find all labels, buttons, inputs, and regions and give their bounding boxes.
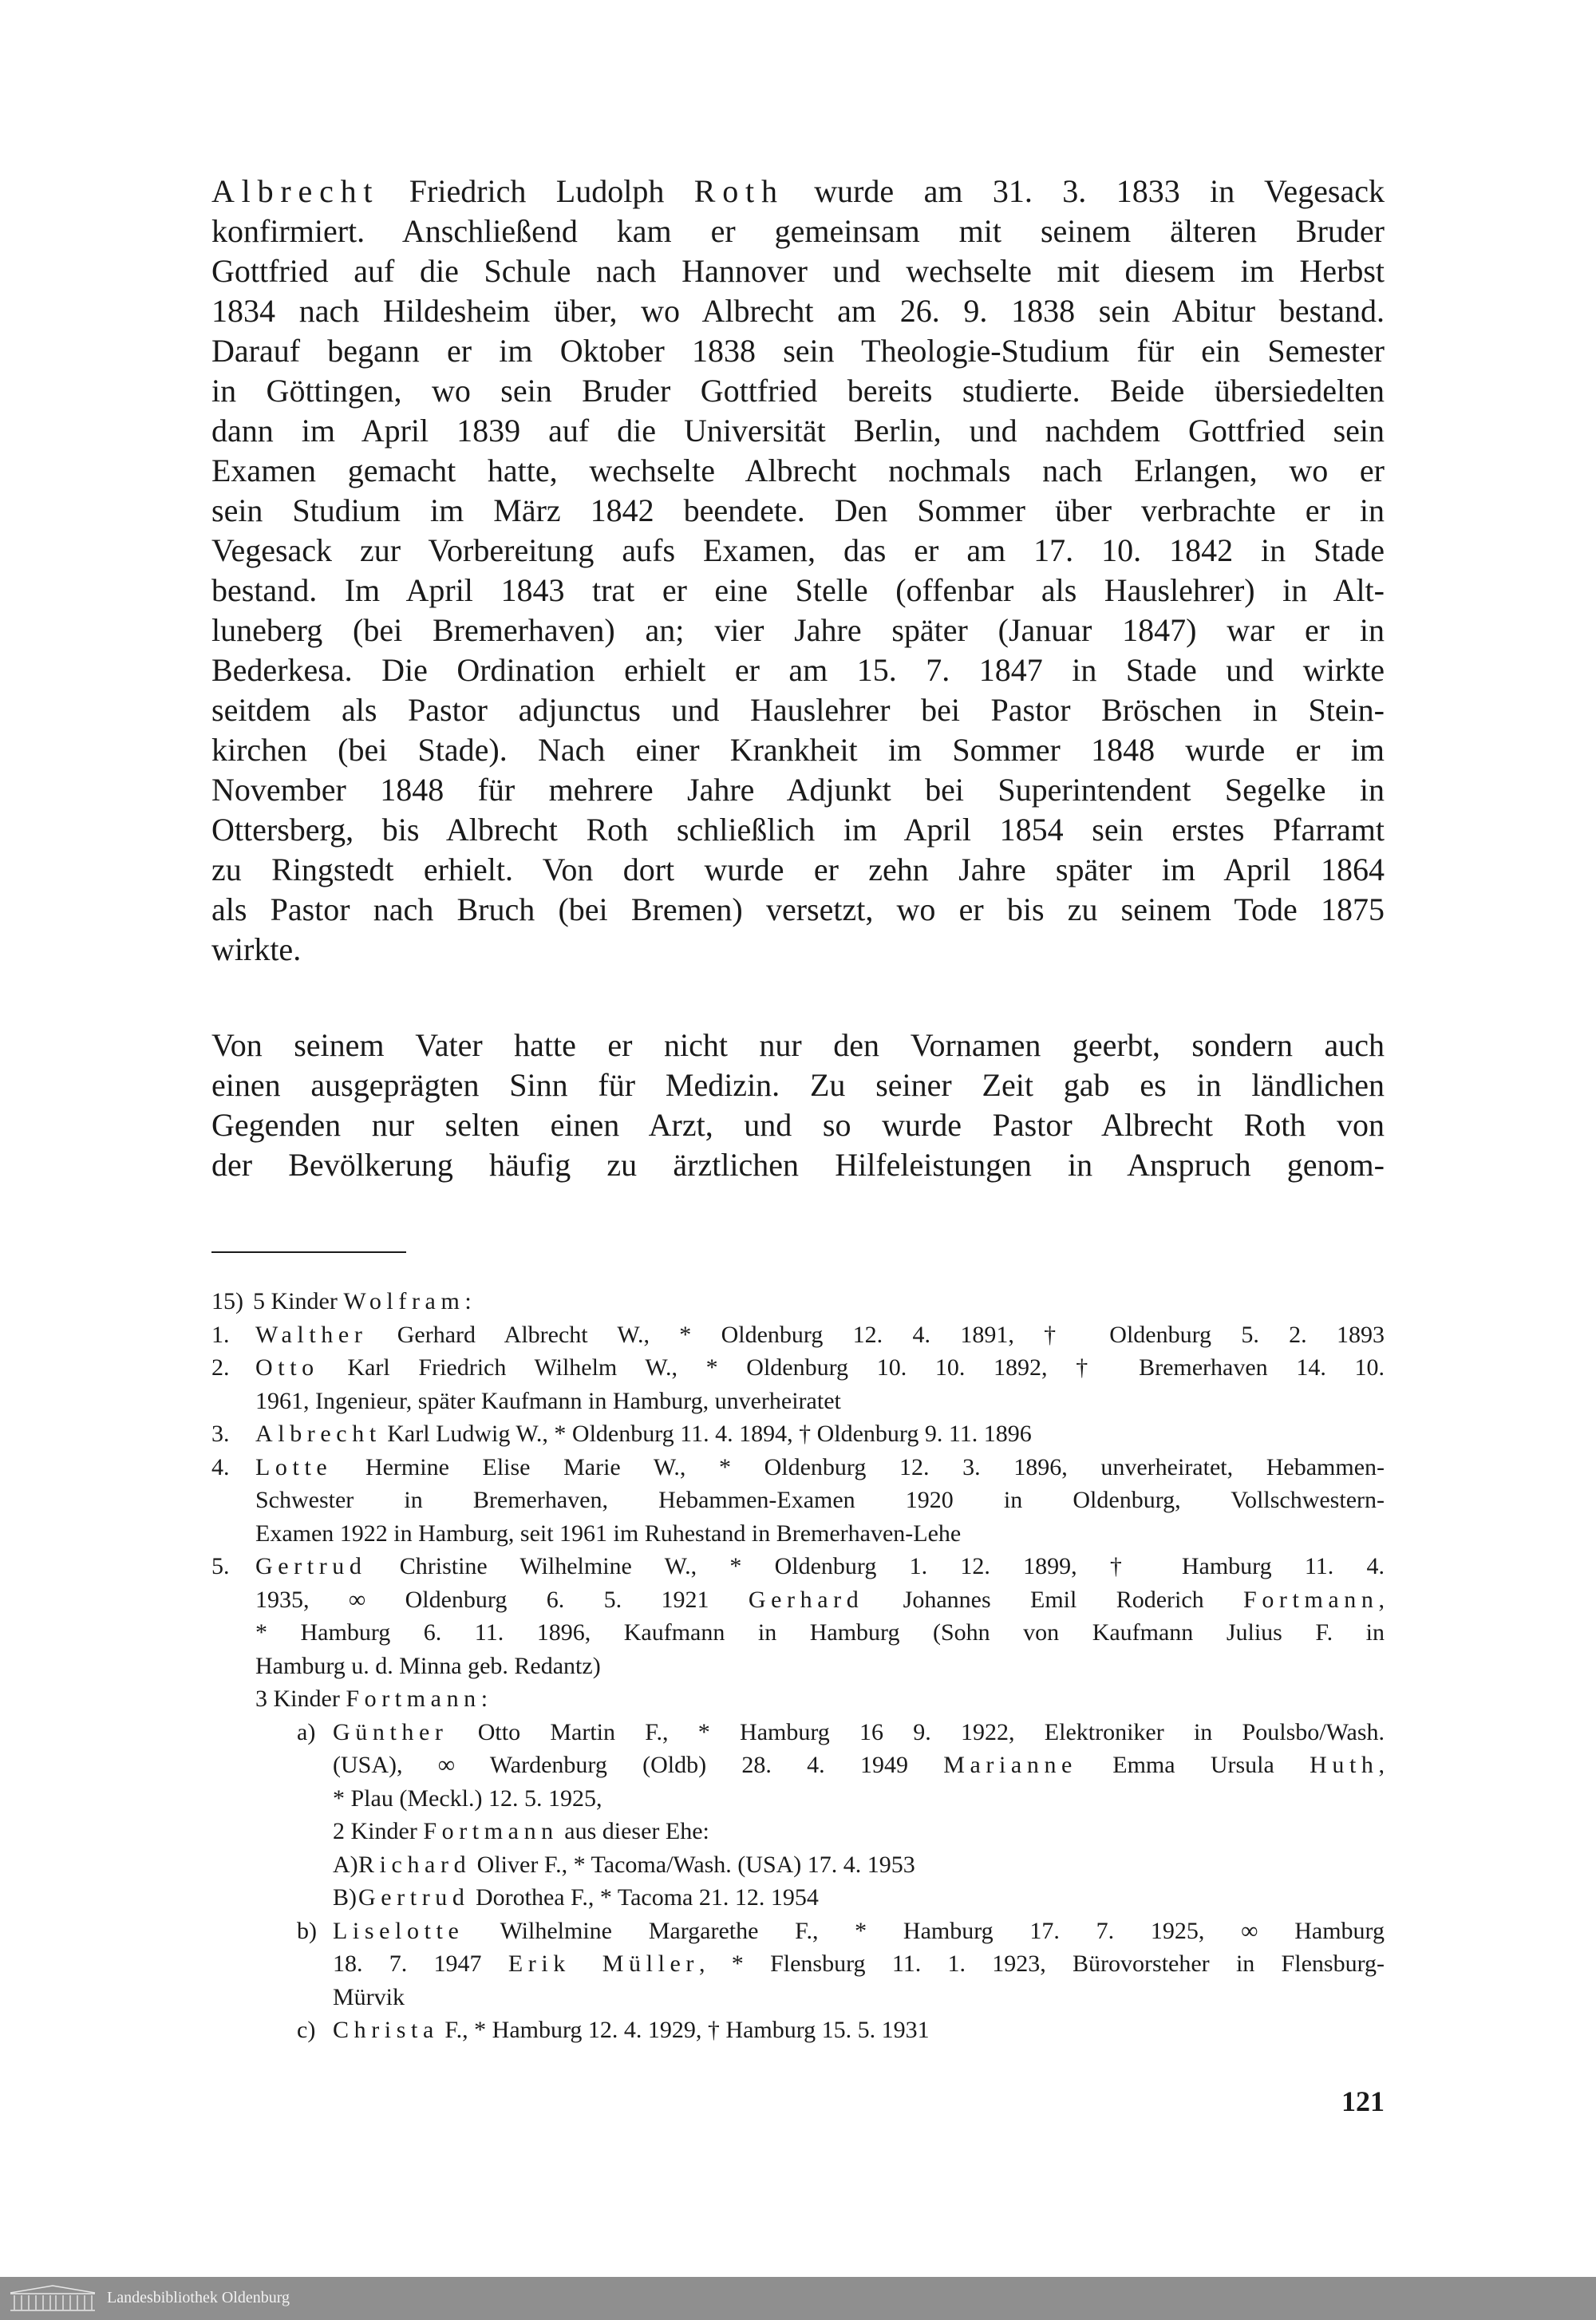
text-line: konfirmiert. Anschließend kam er gemeinsam mit seinem älteren Bruder [211, 213, 1385, 249]
footnote-line [211, 1484, 1385, 1517]
footnote-line [211, 1417, 1385, 1451]
footnote-line [211, 1285, 1385, 1318]
text-line: Von seinem Vater hatte er nicht nur den Vornamen geerbt, sondern auch [211, 1027, 1385, 1063]
footnote-text: 2 Kinder [333, 1818, 424, 1844]
footnote-line [211, 1815, 1385, 1848]
footnote-line [211, 1881, 1385, 1915]
text-line: Darauf begann er im Oktober 1838 sein Theologie-Studium für ein Semester [211, 333, 1385, 369]
footnote-line [211, 1782, 1385, 1816]
footnote-marker: 2. [211, 1354, 230, 1381]
footnote-text: 1935, ∞ Oldenburg 6. 5. 1921 [255, 1586, 749, 1613]
footnote-text: 18. 7. 1947 [333, 1950, 508, 1977]
spaced-name: Albrecht [255, 1421, 381, 1447]
footnote-text: , * Flensburg 11. 1. 1923, Bürovorsteher in Flensburg- [699, 1950, 1385, 1977]
footnote-text: aus dieser Ehe: [558, 1818, 709, 1844]
footnote-line [211, 1981, 1385, 2014]
spaced-name: Marianne [943, 1752, 1077, 1778]
footnote-line [211, 1848, 1385, 1882]
footnote-marker: c) [297, 2017, 316, 2043]
footnote-text: * Plau (Meckl.) 12. 5. 1925, [333, 1784, 602, 1812]
footnote-marker: a) [297, 1718, 316, 1745]
footnote-line [211, 1947, 1385, 1981]
footnote-line [211, 1616, 1385, 1650]
text-line: Examen gemacht hatte, wechselte Albrecht nochmals nach Erlangen, wo er [211, 453, 1385, 488]
text-line: Gegenden nur selten einen Arzt, und so wurde Pastor Albrecht Roth von [211, 1107, 1385, 1143]
spaced-name: Gertrud [358, 1884, 470, 1911]
spaced-name: Fortmann [423, 1818, 559, 1844]
footnote-text: Schwester in Bremerhaven, Hebammen-Examen 1920 in Oldenburg, Vollschwestern- [255, 1487, 1385, 1513]
page-number: 121 [1341, 2085, 1385, 2117]
footnote-text: , [1378, 1752, 1385, 1778]
text-line: Gottfried auf die Schule nach Hannover und wechselte mit diesem im Herbst [211, 253, 1385, 289]
library-building-icon [8, 2283, 97, 2314]
footnote-marker: A) [333, 1851, 358, 1878]
text-line: bestand. Im April 1843 trat er eine Stelle (offenbar als Hauslehrer) in Alt- [211, 572, 1385, 608]
footnote-text: Christine Wilhelmine W., * Oldenburg 1. 12. 1899, † Hamburg 11. 4. [366, 1553, 1385, 1579]
footnote-text: Mürvik [333, 1983, 405, 2010]
text-line: der Bevölkerung häufig zu ärztlichen Hilfeleistungen in Anspruch genom- [211, 1147, 1385, 1183]
footnote-text: * Hamburg 6. 11. 1896, Kaufmann in Hamburg (Sohn von Kaufmann Julius F. in [255, 1619, 1385, 1646]
text-line: Vegesack zur Vorbereitung aufs Examen, das er am 17. 10. 1842 in Stade [211, 532, 1385, 568]
footnote-marker: B) [333, 1884, 357, 1911]
footnote-line [211, 1650, 1385, 1683]
text-line: dann im April 1839 auf die Universität Berlin, und nachdem Gottfried sein [211, 413, 1385, 449]
footnote-marker: 4. [211, 1453, 230, 1480]
footnote-line [211, 1351, 1385, 1385]
footnote-marker: 3. [211, 1421, 230, 1447]
footnote-text: : [480, 1686, 488, 1712]
footnote-text: Hermine Elise Marie W., * Oldenburg 12. 3. 1896, unverheiratet, Hebammen- [332, 1453, 1385, 1480]
text-line: wirkte. [211, 931, 302, 967]
footnote-line [211, 1385, 1385, 1418]
footnote-marker: b) [297, 1917, 317, 1944]
spaced-name: Fortmann [346, 1686, 481, 1712]
footnote-line [211, 1749, 1385, 1782]
footnote-text: Gerhard Albrecht W., * Oldenburg 12. 4. 1891, † Oldenburg 5. 2. 1893 [367, 1321, 1385, 1348]
text-line: Bederkesa. Die Ordination erhielt er am 15. 7. 1847 in Stade und wirkte [211, 652, 1385, 688]
footnote-text: Johannes Emil Roderich [863, 1586, 1244, 1613]
footer-library-label: Landesbibliothek Oldenburg [107, 2289, 290, 2306]
footnote-marker: 1. [211, 1321, 230, 1348]
text-line: kirchen (bei Stade). Nach einer Krankheit im Sommer 1848 wurde er im [211, 732, 1385, 768]
spaced-name: Günther [333, 1718, 448, 1745]
footnote-line [211, 1716, 1385, 1749]
footnote-line [211, 1318, 1385, 1352]
footnote-marker: 5. [211, 1553, 230, 1579]
text-line: Ottersberg, bis Albrecht Roth schließlich im April 1854 sein erstes Pfarramt [211, 812, 1385, 848]
spaced-name: Gerhard [748, 1586, 864, 1613]
footnotes [211, 1285, 1385, 2047]
text-line: seitdem als Pastor adjunctus und Hauslehrer bei Pastor Bröschen in Stein- [211, 692, 1385, 728]
text-line: einen ausgeprägten Sinn für Medizin. Zu seiner Zeit gab es in ländlichen [211, 1067, 1385, 1103]
library-footer-bar [0, 2277, 1596, 2320]
text-line: sein Studium im März 1842 beendete. Den Sommer über verbrachte er in [211, 492, 1385, 528]
spaced-name: Erik Müller [508, 1950, 700, 1977]
spaced-name: Otto [255, 1354, 319, 1381]
spaced-name: Christa [333, 2017, 439, 2043]
footnote-line [211, 1682, 1385, 1716]
spaced-name: Richard [358, 1851, 472, 1878]
footnote-text: Karl Friedrich Wilhelm W., * Oldenburg 10. 10. 1892, † Bremerhaven 14. 10. [318, 1354, 1385, 1381]
paragraph-1 [211, 172, 1385, 970]
text-line: luneberg (bei Bremerhaven) an; vier Jahre später (Januar 1847) war er in [211, 612, 1385, 648]
text-line: zu Ringstedt erhielt. Von dort wurde er zehn Jahre später im April 1864 [211, 852, 1385, 887]
footnote-text: : [464, 1288, 472, 1314]
footnote-text: 1961, Ingenieur, später Kaufmann in Hamburg, unverheiratet [255, 1387, 841, 1414]
footnote-line [211, 1550, 1385, 1583]
footnote-text: Karl Ludwig W., * Oldenburg 11. 4. 1894, † Oldenburg 9. 11. 1896 [381, 1421, 1032, 1447]
spaced-name: Huth [1310, 1752, 1379, 1778]
text-line: November 1848 für mehrere Jahre Adjunkt bei Superintendent Segelke in [211, 772, 1385, 808]
footnote-line [211, 1915, 1385, 1948]
footnote-text: 5 Kinder [253, 1288, 344, 1314]
footnote-text: Otto Martin F., * Hamburg 16 9. 1922, Elektroniker in Poulsbo/Wash. [448, 1718, 1385, 1745]
text-line: 1834 nach Hildesheim über, wo Albrecht am 26. 9. 1838 sein Abitur bestand. [211, 293, 1385, 329]
footnote-text: Dorothea F., * Tacoma 21. 12. 1954 [469, 1884, 819, 1911]
spaced-name: Lotte [255, 1453, 333, 1480]
text-line: Albrecht Friedrich Ludolph Roth wurde am 31. 3. 1833 in Vegesack [211, 173, 1385, 209]
spaced-name: Gertrud [255, 1553, 367, 1579]
text-line: in Göttingen, wo sein Bruder Gottfried bereits studierte. Beide übersiedelten [211, 373, 1385, 409]
spaced-name: Fortmann [1243, 1586, 1379, 1613]
spaced-name: Wolfram [343, 1288, 465, 1314]
footnote-line [211, 1583, 1385, 1617]
text-line: als Pastor nach Bruch (bei Bremen) versetzt, wo er bis zu seinem Tode 1875 [211, 891, 1385, 927]
footnote-separator-rule [211, 1251, 406, 1253]
footnote-text: Emma Ursula [1077, 1752, 1310, 1778]
spaced-name: Liselotte [333, 1917, 464, 1944]
footnote-text: Oliver F., * Tacoma/Wash. (USA) 17. 4. 1953 [471, 1851, 915, 1878]
paragraph-2 [211, 1026, 1385, 1185]
footnote-text: 3 Kinder [255, 1686, 346, 1712]
footnote-text: (USA), ∞ Wardenburg (Oldb) 28. 4. 1949 [333, 1752, 944, 1778]
footnote-marker: 15) [211, 1288, 243, 1314]
footnote-text: , [1378, 1586, 1385, 1613]
footnote-line [211, 2014, 1385, 2047]
footnote-line [211, 1517, 1385, 1551]
footnote-text: Examen 1922 in Hamburg, seit 1961 im Ruhestand in Bremerhaven-Lehe [255, 1520, 962, 1547]
spaced-name: Walther [255, 1321, 368, 1348]
footnote-line [211, 1451, 1385, 1484]
footnote-text: Wilhelmine Margarethe F., * Hamburg 17. 7. 1925, ∞ Hamburg [464, 1917, 1385, 1944]
footnote-text: Hamburg u. d. Minna geb. Redantz) [255, 1652, 601, 1679]
footnote-text: F., * Hamburg 12. 4. 1929, † Hamburg 15. 5. 1931 [438, 2017, 930, 2043]
